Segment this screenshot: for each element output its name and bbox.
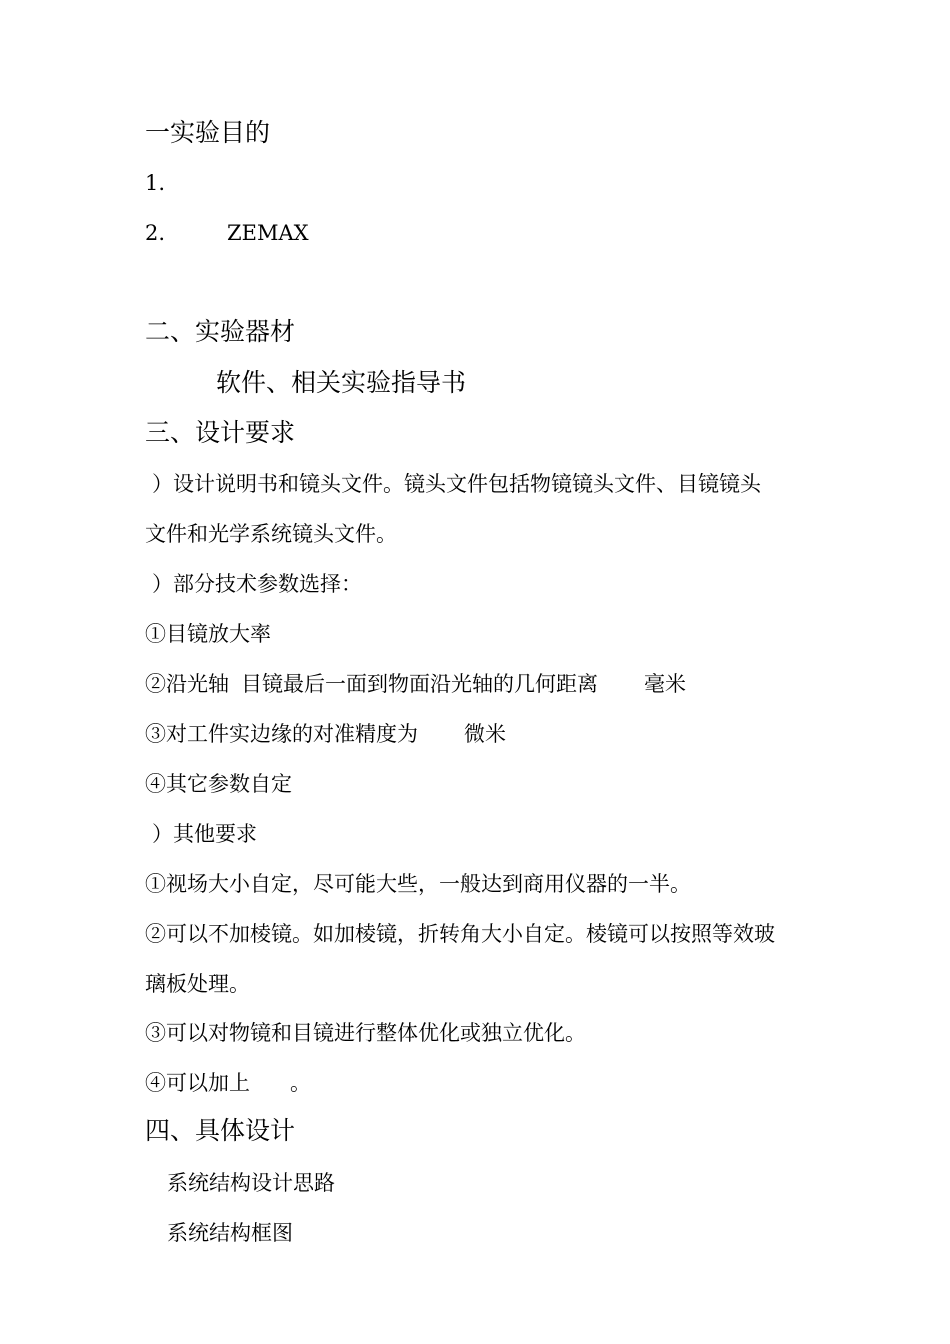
- item-text-c: 毫米: [644, 672, 686, 696]
- section-3-paragraph-3-item-4: [145, 1068, 311, 1098]
- section-1-item-2: [145, 218, 309, 248]
- item-text-b: 。: [290, 1071, 311, 1095]
- section-1-item-1: [145, 168, 165, 198]
- section-1-title: 一实验目的: [145, 118, 271, 147]
- item-number: 1.: [145, 171, 166, 195]
- item-text-a: ④可以加上: [145, 1071, 250, 1095]
- section-3-title: 三、设计要求: [145, 418, 296, 447]
- section-3-paragraph-3-item-3: ③可以对物镜和目镜进行整体优化或独立优化。: [145, 1021, 586, 1045]
- section-2-title: 二、实验器材: [145, 317, 296, 346]
- section-3-paragraph-1-line-1: ）设计说明书和镜头文件。镜头文件包括物镜镜头文件、目镜镜头: [152, 472, 761, 496]
- item-number: 2.: [145, 221, 166, 245]
- section-4-title: 四、具体设计: [145, 1116, 296, 1145]
- section-3-paragraph-2-item-4: ④其它参数自定: [145, 772, 292, 796]
- item-text-b: 目镜最后一面到物面沿光轴的几何距离: [241, 672, 598, 696]
- section-4-item-1: 系统结构设计思路: [167, 1171, 335, 1195]
- section-3-paragraph-3-item-1: ①视场大小自定，尽可能大些，一般达到商用仪器的一半。: [145, 872, 691, 896]
- section-3-paragraph-2-item-3: [145, 719, 506, 749]
- item-text-a: ③对工件实边缘的对准精度为: [145, 722, 418, 746]
- section-3-paragraph-3-item-2-line-1: ②可以不加棱镜。如加棱镜，折转角大小自定。棱镜可以按照等效玻: [145, 922, 775, 946]
- section-3-paragraph-2-item-1: ①目镜放大率: [145, 622, 271, 646]
- item-text: ZEMAX: [227, 221, 309, 245]
- item-text-a: ②沿光轴: [145, 672, 229, 696]
- section-4-item-2: 系统结构框图: [167, 1221, 293, 1245]
- section-2-body: 软件、相关实验指导书: [216, 368, 467, 397]
- section-3-paragraph-3-item-2-line-2: 璃板处理。: [145, 972, 250, 996]
- item-text-b: 微米: [464, 722, 506, 746]
- section-3-paragraph-3: ）其他要求: [152, 822, 257, 846]
- section-3-paragraph-2: ）部分技术参数选择：: [152, 572, 362, 596]
- section-3-paragraph-1-line-2: 文件和光学系统镜头文件。: [145, 522, 397, 546]
- section-3-paragraph-2-item-2: [145, 669, 686, 699]
